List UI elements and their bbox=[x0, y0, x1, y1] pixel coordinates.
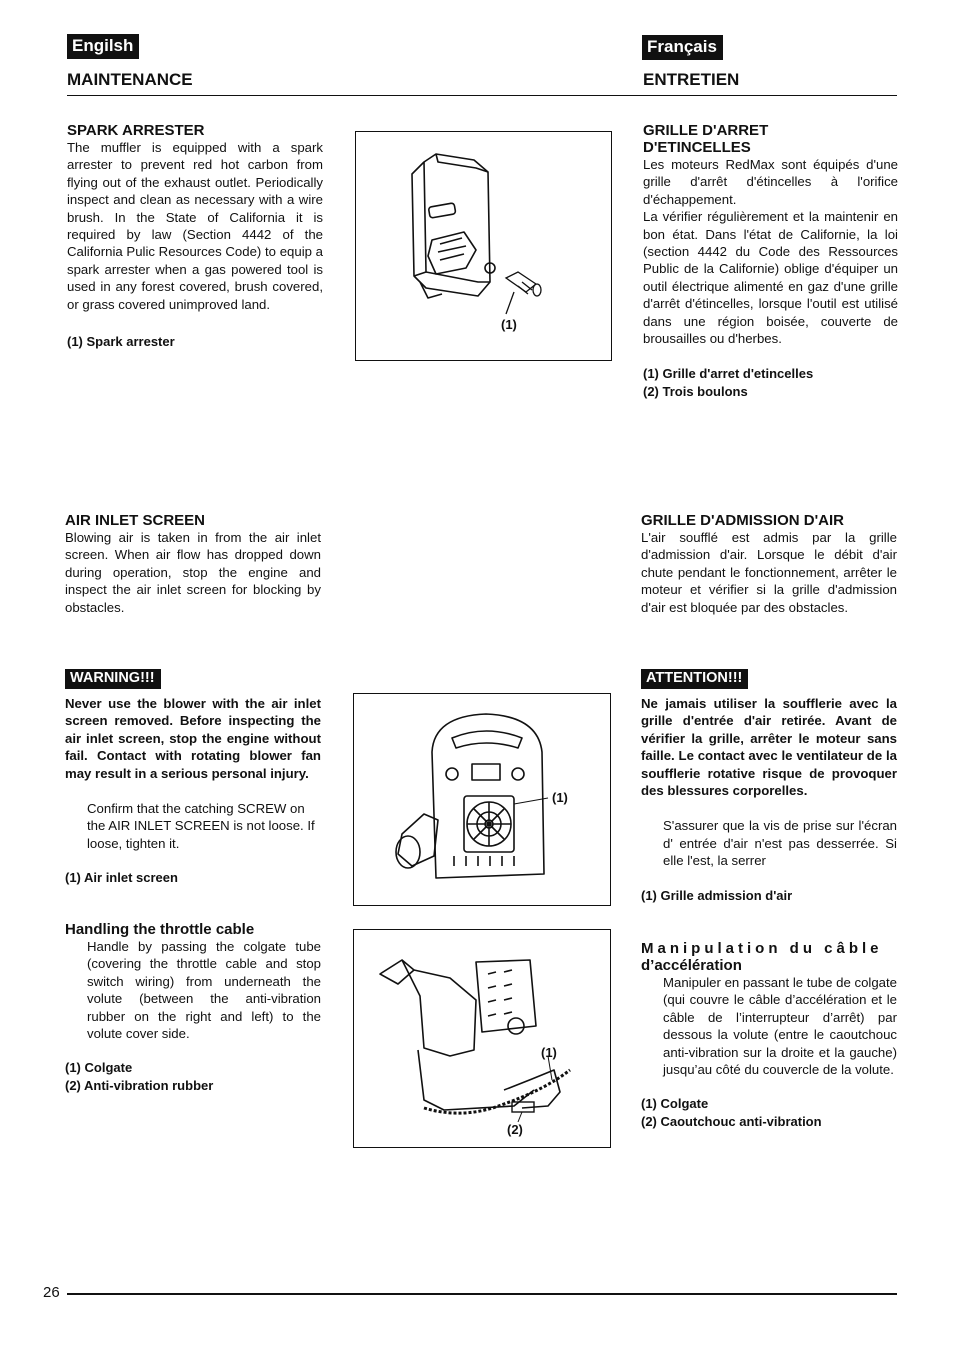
language-tag-english: Engilsh bbox=[67, 34, 139, 59]
fr-warning-note: S'assurer que la vis de prise sur l'écran d' entrée d'air n'est pas desserrée. Si elle l'est, la serrer bbox=[663, 818, 897, 869]
fr-air-section bbox=[641, 512, 897, 616]
fr-spark-title: GRILLE D'ARRET D'ETINCELLES bbox=[643, 122, 769, 156]
figure-air-inlet-screen bbox=[353, 693, 611, 906]
en-warning-section bbox=[65, 669, 321, 887]
footer-rule bbox=[67, 1293, 897, 1295]
figure-muffler bbox=[355, 131, 612, 361]
en-air-title: AIR INLET SCREEN bbox=[65, 512, 206, 529]
en-warning-label: WARNING!!! bbox=[65, 669, 161, 689]
fr-throttle-title-2: d’accélération bbox=[641, 957, 742, 974]
en-throttle-title: Handling the throttle cable bbox=[65, 921, 255, 938]
fr-throttle-caption-1: (1) Colgate bbox=[641, 1096, 709, 1112]
en-spark-title: SPARK ARRESTER bbox=[67, 122, 205, 139]
throttle-drawing bbox=[354, 930, 610, 1147]
fr-throttle-title-1: Manipulation du câble bbox=[641, 940, 883, 957]
fr-warning-label: ATTENTION!!! bbox=[641, 669, 748, 689]
en-air-section bbox=[65, 512, 321, 616]
en-throttle-body: Handle by passing the colgate tube (covering the throttle cable and stop switch wiring) from underneath the volute (between the anti-vibration rubber on the right and left) to the volute cover side. bbox=[87, 939, 321, 1042]
en-throttle-caption-1: (1) Colgate bbox=[65, 1060, 133, 1076]
section-title-maintenance: MAINTENANCE bbox=[67, 70, 193, 89]
en-spark-section bbox=[67, 122, 323, 351]
fr-spark-caption-2: (2) Trois boulons bbox=[643, 384, 748, 400]
en-warning-note: Confirm that the catching SCREW on the AIR INLET SCREEN is not loose. If loose, tighten it. bbox=[87, 801, 315, 851]
page-number: 26 bbox=[43, 1284, 60, 1301]
en-throttle-section bbox=[65, 921, 321, 1095]
screen-label-1: (1) bbox=[552, 790, 568, 805]
header-rule bbox=[67, 95, 897, 96]
fr-spark-body-1: Les moteurs RedMax sont équipés d'une grille d'arrêt d'étincelles à l'orifice d'échappement. bbox=[643, 157, 898, 207]
fr-throttle-section bbox=[641, 940, 897, 1131]
en-warning-text: Never use the blower with the air inlet screen removed. Before inspecting the air inlet screen, stop the engine without fail. Contact with rotating blower fan may result in a serious personal injury. bbox=[65, 696, 321, 781]
fr-spark-body-2: La vérifier régulièrement et la maintenir en bon état. Dans l'état de Californie, la loi (section 4442 du Code des Ressources Public de la Californie) oblige d'équiper un outil électrique alimenté en gaz d'une grille d'arrêt d'étincelles, lorsque l'outil est utilisé dans une région boisée, couverte de brousailles ou d'herbes. bbox=[643, 209, 898, 347]
fr-warning-caption: (1) Grille admission d'air bbox=[641, 887, 793, 903]
fr-throttle-body: Manipuler en passant le tube de colgate (qui couvre le câble d’accélération et le câble de l’interrupteur d’arrêt) par dessous la volute (entre le caoutchouc anti-vibration sur la droite et la gauche) jusqu’au côté du couvercle de la volute. bbox=[663, 975, 897, 1078]
muffler-label-1: (1) bbox=[501, 317, 517, 332]
fr-air-title: GRILLE D'ADMISSION D'AIR bbox=[641, 512, 844, 529]
fr-warning-text: Ne jamais utiliser la soufflerie avec la grille d'entrée d'air retirée. Avant de vérifier la grille, arrêter le moteur sans faille. Le contact avec le ventilateur de la soufflerie rotative risque de provoquer des blessures corporelles. bbox=[641, 696, 897, 799]
figure-throttle-cable bbox=[353, 929, 611, 1148]
throttle-label-1: (1) bbox=[541, 1045, 557, 1060]
blower-drawing bbox=[354, 694, 610, 905]
throttle-label-2: (2) bbox=[507, 1122, 523, 1137]
fr-spark-caption-1: (1) Grille d'arret d'etincelles bbox=[643, 366, 814, 382]
fr-throttle-caption-2: (2) Caoutchouc anti-vibration bbox=[641, 1114, 822, 1130]
en-warning-caption: (1) Air inlet screen bbox=[65, 870, 178, 886]
fr-spark-section bbox=[643, 122, 898, 401]
en-air-body: Blowing air is taken in from the air inlet screen. When air flow has dropped down during operation, stop the engine and inspect the air inlet screen for blocking by obstacles. bbox=[65, 530, 321, 615]
en-spark-body: The muffler is equipped with a spark arrester to prevent red hot carbon from flying out of the exhaust outlet. Periodically inspect and clean as necessary with a wire brush. In the State of California it is required by law (Section 4442 of the California Pulic Resources Code) to equip a spark arrester when a gas powered tool is used in any forest covered, brush covered, or grass covered unimproved land. bbox=[67, 140, 323, 312]
muffler-drawing bbox=[356, 132, 611, 360]
en-spark-caption: (1) Spark arrester bbox=[67, 334, 175, 350]
language-tag-french: Français bbox=[642, 35, 723, 60]
section-title-entretien: ENTRETIEN bbox=[643, 70, 740, 89]
en-throttle-caption-2: (2) Anti-vibration rubber bbox=[65, 1078, 214, 1094]
fr-warning-section bbox=[641, 669, 897, 905]
fr-air-body: L'air soufflé est admis par la grille d'admission d'air. Lorsque le débit d'air chute pendant le fonctionnement, arrêter le moteur et vérifier si la grille d'admission d'air est bloquée par des obstacles. bbox=[641, 530, 897, 615]
